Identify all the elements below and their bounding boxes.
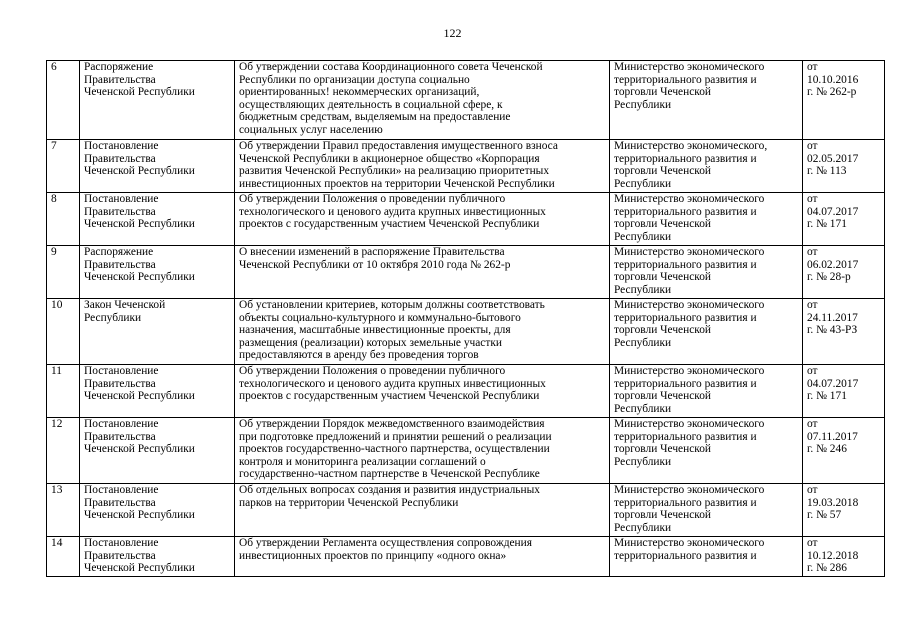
document-type-line: Чеченской Республики	[84, 509, 195, 522]
document-date-number-line: от	[807, 365, 818, 377]
document-date-number-line: г. № 286	[807, 562, 847, 575]
document-type	[80, 537, 235, 577]
document-title-line: осуществляющих деятельность в социальной сфере, к	[239, 98, 503, 111]
document-title	[235, 193, 610, 246]
document-date-number-line: 24.11.2017	[807, 311, 858, 324]
document-date-number-line: от	[807, 140, 818, 152]
row-number: 10	[47, 299, 80, 365]
document-type-line: Правительства	[84, 430, 156, 443]
document-date-number	[803, 365, 885, 418]
document-type-line: Чеченской Республики	[84, 562, 195, 575]
responsible-organization-line: Министерство экономического,	[614, 140, 768, 152]
document-date-number-line: г. № 171	[807, 218, 847, 231]
document-type-line: Распоряжение	[84, 61, 154, 73]
document-date-number-line: г. № 28-р	[807, 271, 851, 284]
document-type-line: Правительства	[84, 549, 156, 562]
table-row	[47, 537, 885, 577]
document-type-line: Постановление	[84, 193, 159, 205]
document-date-number-line: 04.07.2017	[807, 205, 859, 218]
document-type-line: Правительства	[84, 73, 156, 86]
responsible-organization-line: Республики	[614, 177, 672, 190]
responsible-organization-line: торговли Чеченской	[614, 324, 712, 337]
document-type-line: Постановление	[84, 140, 159, 152]
document-date-number	[803, 193, 885, 246]
table-row	[47, 193, 885, 246]
document-title-line: проектов государственно-частного партнерства, осуществлении	[239, 443, 550, 456]
document-title-line: контроля и мониторинга реализации соглашений о	[239, 455, 486, 468]
document-date-number-line: от	[807, 246, 818, 258]
document-title-line: Об утверждении Порядок межведомственного взаимодействия	[239, 418, 545, 430]
document-title-line: назначения, масштабные инвестиционные проекты, для	[239, 324, 511, 337]
table-row	[47, 246, 885, 299]
responsible-organization	[610, 418, 803, 484]
responsible-organization-line: торговли Чеченской	[614, 509, 712, 522]
responsible-organization-line: территориального развития и	[614, 311, 757, 324]
document-date-number	[803, 246, 885, 299]
document-type-line: Постановление	[84, 484, 159, 496]
document-date-number-line: от	[807, 418, 818, 430]
document-date-number-line: 02.05.2017	[807, 152, 859, 165]
document-type-line: Постановление	[84, 418, 159, 430]
document-title-line: развития Чеченской Республики» на реализацию приоритетных	[239, 165, 550, 178]
document-title-line: Республики по организации доступа социально	[239, 73, 470, 86]
document-date-number	[803, 299, 885, 365]
responsible-organization-line: торговли Чеченской	[614, 271, 712, 284]
responsible-organization-line: территориального развития и	[614, 152, 757, 165]
document-date-number	[803, 140, 885, 193]
document-type-line: Чеченской Республики	[84, 443, 195, 456]
responsible-organization-line: Республики	[614, 283, 672, 296]
document-date-number-line: от	[807, 537, 818, 549]
document-title-line: Об утверждении состава Координационного совета Чеченской	[239, 61, 543, 73]
table-row	[47, 418, 885, 484]
responsible-organization-line: торговли Чеченской	[614, 165, 712, 178]
row-number: 13	[47, 484, 80, 537]
responsible-organization-line: Министерство экономического	[614, 365, 765, 377]
document-type-line: Закон Чеченской	[84, 299, 166, 311]
document-type	[80, 61, 235, 140]
responsible-organization-line: территориального развития и	[614, 205, 757, 218]
document-title-line: бюджетным средствам, выделяемым на предоставление	[239, 111, 511, 124]
document-title	[235, 537, 610, 577]
responsible-organization-line: Министерство экономического	[614, 61, 765, 73]
document-type	[80, 418, 235, 484]
document-title	[235, 365, 610, 418]
document-title	[235, 140, 610, 193]
responsible-organization-line: торговли Чеченской	[614, 86, 712, 99]
document-title-line: Чеченской Республики в акционерное общество «Корпорация	[239, 152, 540, 165]
document-date-number-line: 10.12.2018	[807, 549, 859, 562]
responsible-organization-line: торговли Чеченской	[614, 218, 712, 231]
document-title-line: парков на территории Чеченской Республики	[239, 496, 459, 509]
responsible-organization-line: Министерство экономического	[614, 537, 765, 549]
responsible-organization-line: Министерство экономического	[614, 484, 765, 496]
document-date-number-line: г. № 113	[807, 165, 847, 178]
document-date-number-line: г. № 171	[807, 390, 847, 403]
document-title	[235, 246, 610, 299]
document-title	[235, 299, 610, 365]
document-date-number-line: 19.03.2018	[807, 496, 859, 509]
responsible-organization-line: Министерство экономического	[614, 418, 765, 430]
document-title-line: ориентированных! некоммерческих организаций,	[239, 86, 480, 99]
document-title-line: Об установлении критериев, которым должны соответствовать	[239, 299, 545, 311]
responsible-organization-line: территориального развития и	[614, 258, 757, 271]
document-type	[80, 193, 235, 246]
document-type-line: Правительства	[84, 258, 156, 271]
document-title-line: Чеченской Республики от 10 октября 2010 года № 262-р	[239, 258, 511, 271]
document-date-number-line: г. № 57	[807, 509, 842, 522]
responsible-organization-line: Республики	[614, 521, 672, 534]
table-row	[47, 140, 885, 193]
document-type	[80, 484, 235, 537]
row-number: 7	[47, 140, 80, 193]
document-title-line: Об утверждении Регламента осуществления сопровождения	[239, 537, 532, 549]
responsible-organization-line: Республики	[614, 230, 672, 243]
responsible-organization-line: Министерство экономического	[614, 193, 765, 205]
document-title-line: социальных услуг населению	[239, 123, 383, 136]
legal-acts-table-body	[47, 61, 885, 577]
responsible-organization	[610, 193, 803, 246]
document-type-line: Чеченской Республики	[84, 165, 195, 178]
document-date-number	[803, 484, 885, 537]
document-title-line: размещения (реализации) которых земельные участки	[239, 336, 502, 349]
page-number: 122	[443, 26, 462, 40]
document-date-number-line: 06.02.2017	[807, 258, 859, 271]
responsible-organization-line: территориального развития и	[614, 549, 757, 562]
row-number: 11	[47, 365, 80, 418]
document-title	[235, 418, 610, 484]
document-type-line: Республики	[84, 311, 142, 324]
responsible-organization-line: Министерство экономического	[614, 299, 765, 311]
responsible-organization-line: Республики	[614, 455, 672, 468]
responsible-organization-line: Республики	[614, 98, 672, 111]
table-row	[47, 61, 885, 140]
document-date-number-line: от	[807, 61, 818, 73]
document-title-line: Об утверждении Положения о проведении публичного	[239, 365, 506, 377]
table-row	[47, 299, 885, 365]
document-title-line: проектов с государственным участием Чеченской Республики	[239, 218, 540, 231]
document-type-line: Распоряжение	[84, 246, 154, 258]
document-type-line: Постановление	[84, 537, 159, 549]
row-number: 9	[47, 246, 80, 299]
row-number: 14	[47, 537, 80, 577]
responsible-organization-line: территориального развития и	[614, 430, 757, 443]
document-type-line: Чеченской Республики	[84, 218, 195, 231]
responsible-organization-line: территориального развития и	[614, 496, 757, 509]
document-type-line: Чеченской Республики	[84, 271, 195, 284]
document-date-number	[803, 537, 885, 577]
document-title-line: предоставляются в аренду без проведения торгов	[239, 349, 479, 362]
document-title-line: технологического и ценового аудита крупных инвестиционных	[239, 377, 546, 390]
document-title-line: инвестиционных проектов на территории Чеченской Республики	[239, 177, 555, 190]
document-title-line: Об утверждении Правил предоставления имущественного взноса	[239, 140, 558, 152]
responsible-organization	[610, 537, 803, 577]
document-date-number-line: г. № 246	[807, 443, 847, 456]
document-title-line: объекты социально-культурного и коммунально-бытового	[239, 311, 521, 324]
document-date-number-line: 07.11.2017	[807, 430, 858, 443]
responsible-organization-line: Республики	[614, 402, 672, 415]
document-type-line: Правительства	[84, 377, 156, 390]
document-title-line: при подготовке предложений и принятии решений о реализации	[239, 430, 552, 443]
document-date-number-line: от	[807, 484, 818, 496]
responsible-organization	[610, 140, 803, 193]
document-type-line: Правительства	[84, 496, 156, 509]
document-title	[235, 61, 610, 140]
document-date-number-line: г. № 262-р	[807, 86, 857, 99]
table-row	[47, 365, 885, 418]
responsible-organization	[610, 61, 803, 140]
document-title-line: технологического и ценового аудита крупных инвестиционных	[239, 205, 546, 218]
document-title-line: проектов с государственным участием Чеченской Республики	[239, 390, 540, 403]
document-title-line: Об утверждении Положения о проведении публичного	[239, 193, 506, 205]
document-title-line: инвестиционных проектов по принципу «одного окна»	[239, 549, 507, 562]
document-date-number-line: от	[807, 193, 818, 205]
document-title-line: Об отдельных вопросах создания и развития индустриальных	[239, 484, 540, 496]
document-date-number-line: от	[807, 299, 818, 311]
responsible-organization-line: территориального развития и	[614, 73, 757, 86]
document-title	[235, 484, 610, 537]
document-type	[80, 299, 235, 365]
responsible-organization	[610, 365, 803, 418]
table-row	[47, 484, 885, 537]
document-date-number-line: г. № 43-РЗ	[807, 324, 858, 337]
document-date-number-line: 10.10.2016	[807, 73, 859, 86]
legal-acts-table	[46, 60, 885, 577]
document-type-line: Постановление	[84, 365, 159, 377]
document-date-number-line: 04.07.2017	[807, 377, 859, 390]
document-type-line: Чеченской Республики	[84, 390, 195, 403]
document-type	[80, 246, 235, 299]
document-date-number	[803, 418, 885, 484]
document-type	[80, 365, 235, 418]
document-type-line: Правительства	[84, 205, 156, 218]
responsible-organization-line: Министерство экономического	[614, 246, 765, 258]
document-title-line: государственно-частном партнерстве в Чеченской Республике	[239, 468, 540, 481]
responsible-organization-line: торговли Чеченской	[614, 390, 712, 403]
row-number: 6	[47, 61, 80, 140]
document-type	[80, 140, 235, 193]
responsible-organization-line: территориального развития и	[614, 377, 757, 390]
responsible-organization	[610, 299, 803, 365]
document-type-line: Правительства	[84, 152, 156, 165]
responsible-organization-line: торговли Чеченской	[614, 443, 712, 456]
responsible-organization	[610, 246, 803, 299]
document-title-line: О внесении изменений в распоряжение Правительства	[239, 246, 505, 258]
document-type-line: Чеченской Республики	[84, 86, 195, 99]
document-date-number	[803, 61, 885, 140]
row-number: 12	[47, 418, 80, 484]
row-number: 8	[47, 193, 80, 246]
responsible-organization	[610, 484, 803, 537]
responsible-organization-line: Республики	[614, 336, 672, 349]
